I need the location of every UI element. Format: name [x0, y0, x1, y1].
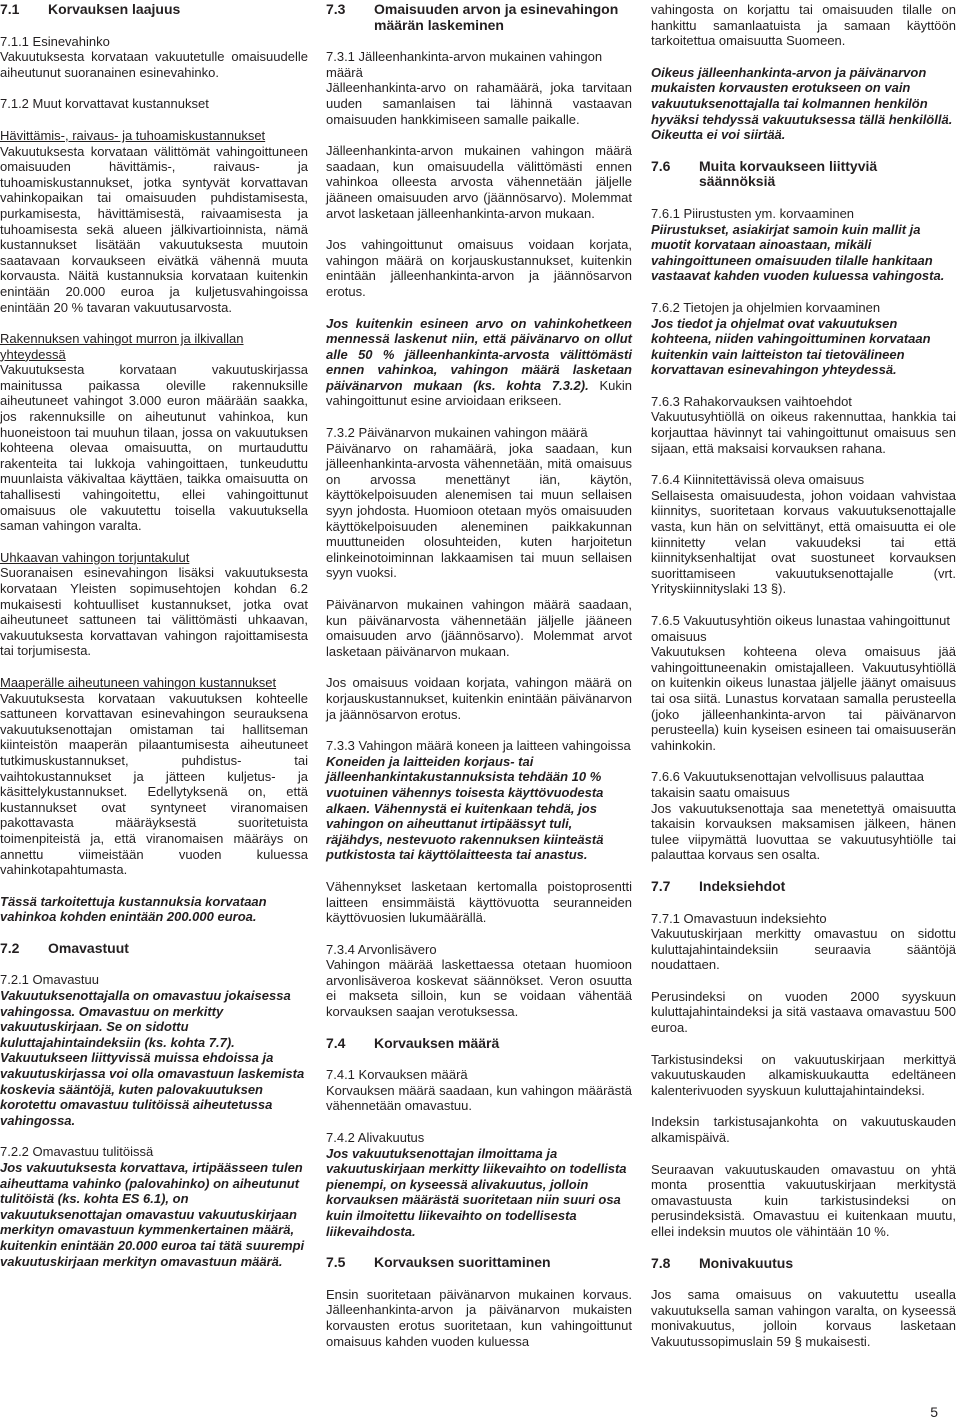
- subsection-7-3-1: [326, 49, 632, 127]
- subsection-7-6-4: [651, 472, 956, 597]
- paragraph: Jälleenhankinta-arvo on rahamäärä, joka tarvitaan uuden samanlaisen tai lähinnä vastaavan omaisuuden hankkimiseen samalle paikalle.: [326, 80, 632, 127]
- subsection-title: 7.6.5 Vakuutusyhtiön oikeus lunastaa vahingoittunut omaisuus: [651, 613, 950, 644]
- paragraph-block: [326, 675, 632, 722]
- subsection-title: 7.4.1 Korvauksen määrä: [326, 1067, 468, 1083]
- subsection-7-4-1: [326, 1067, 632, 1114]
- section-heading-7-6: 7.6 Muita korvaukseen liittyviä säännöksiä: [651, 157, 878, 190]
- paragraph-block: [651, 1162, 956, 1240]
- subsection-7-6-6: [651, 769, 956, 863]
- paragraph: Vakuutuksesta korvataan vakuutetulle omaisuudelle aiheutunut suoranainen esinevahinko.: [0, 49, 308, 80]
- paragraph-block: [326, 879, 632, 926]
- paragraph: Päivänarvo on rahamäärä, joka saadaan, kun jälleenhankinta-arvosta vähennetään, mitä omaisuus on arvossa menettänyt iän, käytön, käyttökelpoisuuden alenemisen tai muun sellaisen syyn johdosta. Huomioon otetaan myös omaisuuden käyttökelpoisuuden aleneminen paikkakunnan muuttuneiden olosuhteiden, kuten harjoitetun elinkeinotoiminnan lakkaamisen tai muun sellaisen syyn vuoksi.: [326, 440, 632, 581]
- emphasis-paragraph: Piirustukset, asiakirjat samoin kuin mallit ja muotit korvataan ainoastaan, mikäli vahingoittuneen omaisuuden tilalle hankitaan vastaavat kahden vuoden kuluessa vahingosta.: [651, 221, 945, 284]
- subsection-7-6-2: [651, 300, 956, 378]
- emphasis-paragraph: Oikeus jälleenhankinta-arvon ja päivänarvon mukaisten korvausten erotukseen on vain vakuutuksenottajalla tai kolmannen henkilön hyväksi tehdyssä vakuutuksessa tällä henkilöllä. Oikeutta ei voi siirtää.: [651, 64, 953, 143]
- subsection-7-7-1: [651, 911, 956, 973]
- section-heading-7-2: 7.2 Omavastuut: [0, 939, 129, 956]
- subsection-title: 7.3.4 Arvonlisävero: [326, 941, 437, 957]
- paragraph: Sellaisesta omaisuudesta, johon voidaan vahvistaa kiinnitys, suoritetaan korvaus vakuutuksenottajalle vasta, kun hän on selvittänyt, että omaisuutta ei ole kiinnitetty velan vakuudeksi tai että kiinnityksenhaltijat ovat suostuneet korvauksen suorittamiseen vakuutuksenottajalle (vrt. Yrityskiinnityslaki 13 §).: [651, 487, 956, 597]
- emphasis-paragraph: Vakuutuksenottajalla on omavastuu jokaisessa vahingossa. Omavastuu on merkitty vakuutuskirjaan. Se on sidottu kuluttajahintaindeksiin (ks. kohta 7.7). Vakuutukseen liittyvissä muissa ehdoissa ja vakuutuskirjassa voi olla omavastuun laskemista koskevia sääntöjä, kuten palovakuutuksen korotettu omavastuu tulitöissä aiheutetussa vahingossa.: [0, 988, 305, 1128]
- block-maaperalle-note: [0, 894, 308, 925]
- paragraph: Ensin suoritetaan päivänarvon mukainen korvaus. Jälleenhankinta-arvon ja päivänarvon mukaisten korvausten erotus suoritetaan, kun vahingoittunut omaisuus kahden vuoden kuluessa: [326, 1286, 632, 1349]
- paragraph-block: [651, 989, 956, 1036]
- subsection-7-6-1: [651, 206, 956, 284]
- subsection-title: 7.4.2 Alivakuutus: [326, 1130, 425, 1146]
- paragraph-block: [651, 2, 956, 49]
- subsection-title: 7.6.2 Tietojen ja ohjelmien korvaaminen: [651, 299, 881, 315]
- column-right: [651, 2, 956, 1366]
- block-uhkaavan-vahingon: [0, 550, 308, 659]
- paragraph-block: [651, 1114, 956, 1145]
- paragraph: [326, 316, 632, 410]
- section-heading-7-5: 7.5 Korvauksen suorittaminen: [326, 1254, 551, 1271]
- column-middle: [326, 2, 632, 1365]
- paragraph: Tarkistusindeksi on vakuutuskirjaan merkittyä vakuutuskauden alkamiskuukautta edeltäneen kalenterivuoden syyskuun kuluttajahintaindeksi.: [651, 1051, 956, 1098]
- section-heading-7-1: 7.1 Korvauksen laajuus: [0, 1, 181, 17]
- paragraph: Vakuutuskirjaan merkitty omavastuu on sidottu kuluttajahintaindeksiin seuraavia sääntöjä noudattaen.: [651, 926, 956, 973]
- underlined-heading: Maaperälle aiheutuneen vahingon kustannukset: [0, 674, 277, 690]
- underlined-heading: Uhkaavan vahingon torjuntakulut: [0, 549, 190, 565]
- paragraph: Vakuutuksesta korvataan vakuutuksen kohteelle sattuneen korvattavan esinevahingon seurauksena vakuutuksenottajan omistaman tai hallitseman kiinteistön maaperän pilaantumisesta aiheutuneet tutkimuskustannukset, puhdistus- tai vaihtokustannukset ja jätteen kuljetus- ja käsittelykustannukset. Edellytyksenä on, että kustannukset ovat syntyneet viranomaisen pakottavasta määräyksestä suoritetuista toimenpiteistä ja, että viranomaisen määräys on annettu viimeistään vuoden kuluessa vahinkotapahtumasta.: [0, 690, 308, 878]
- subsection-title: 7.6.6 Vakuutuksenottajan velvollisuus palauttaa takaisin saatu omaisuus: [651, 769, 924, 800]
- paragraph: Jos sama omaisuus on vakuutettu usealla vakuutuksella saman vahingon varalta, on kyseessä monivakuutus, jolloin korvaus lasketaan Vakuutussopimuslain 59 § mukaisesti.: [651, 1287, 956, 1349]
- subsection-7-3-2: [326, 425, 632, 581]
- column-left: [0, 2, 308, 1285]
- subsection-title: 7.6.3 Rahakorvauksen vaihtoehdot: [651, 393, 852, 409]
- paragraph-block: [326, 316, 632, 410]
- paragraph: Indeksin tarkistusajankohta on vakuutuskauden alkamispäivä.: [651, 1114, 956, 1146]
- paragraph-block: [651, 1052, 956, 1099]
- paragraph: Vahingon määrää laskettaessa otetaan huomioon arvonlisäveroa koskevat säännökset. Veron osuutta ei makseta silloin, kun se voidaan vähentää korvauksen saajan verotuksessa.: [326, 957, 632, 1020]
- subsection-7-3-4: [326, 942, 632, 1020]
- underlined-heading: Rakennuksen vahingot murron ja ilkivallan yhteydessä: [0, 331, 244, 362]
- paragraph: Jälleenhankinta-arvon mukainen vahingon määrä saadaan, kun omaisuudella välittömästi ennen vahinkoa olleesta arvosta vähennetään jäljelle jääneen omaisuuden arvo (jäännösarvo). Molemmat arvot lasketaan jälleenhankinta-arvon mukaan.: [326, 143, 632, 221]
- subsection-title: 7.3.2 Päivänarvon mukainen vahingon määrä: [326, 425, 588, 441]
- paragraph: Vakuutuksesta korvataan välittömät vahingoittuneen omaisuuden hävittämis-, raivaus- ja tuhoamiskustannukset, jotka syntyvät korvattavan vahinkopaikan tai omaisuuden puhdistamisesta, purkamisesta, hävittämisestä, raivaamisesta ja tuhoamisesta sekä alueen jälkivartioinnista, nämä kustannukset lisätään vakuutuksesta muutoin saatavaan korvaukseen eivätkä vähennä muuta korvausta. Näitä kustannuksia korvataan kuitenkin enintään 20.000 euroa ja kuljetusvahingoissa enintään 20 % tavaran vakuutusarvosta.: [0, 143, 308, 315]
- subsection-title: 7.3.1 Jälleenhankinta-arvon mukainen vahingon määrä: [326, 49, 603, 80]
- paragraph: Vähennykset lasketaan kertomalla poistoprosentti laitteen ensimmäistä käyttövuotta seuranneiden käyttövuosien lukumäärällä.: [326, 878, 632, 926]
- emphasis-text: Jos kuitenkin esineen arvo on vahinkohetkeen mennessä laskenut niin, että päivänarvo on ollut alle 50 % jälleenhankinta-arvosta välittömästi ennen vahinkoa, vahingon määrä lasketaan päivänarvon mukaan (ks. kohta 7.3.2).: [326, 315, 632, 393]
- underlined-heading: Hävittämis-, raivaus- ja tuhoamiskustannukset: [0, 127, 266, 143]
- emphasis-paragraph: Jos tiedot ja ohjelmat ovat vakuutuksen kohteena, niiden vahingoittuminen korvataan kuitenkin vain laitteiston tai tietovälineen korvattavan esinevahingon yhteydessä.: [651, 315, 931, 378]
- paragraph: Perusindeksi on vuoden 2000 syyskuun kuluttajahintaindeksi ja sitä vastaava omavastuu 500 euroa.: [651, 988, 956, 1036]
- paragraph-block: [326, 597, 632, 659]
- subsection-7-1-2: [0, 96, 308, 112]
- emphasis-paragraph: Jos vakuutuksesta korvattava, irtipäässeen tulen aiheuttama vahinko (palovahinko) on aiheutunut tulitöistä (ks. kohta ES 6.1), on vakuutuksenottajan omavastuu vakuutuskirjaan merkityn omavastuun kymmenkertainen määrä, kuitenkin enintään 20.000 euroa tai tätä suurempi vakuutuskirjaan merkityn omavastuun määrä.: [0, 1160, 305, 1269]
- section-heading-7-3: 7.3 Omaisuuden arvon ja esinevahingon määrän laskeminen: [326, 1, 619, 33]
- subsection-title: 7.6.1 Piirustusten ym. korvaaminen: [651, 205, 855, 221]
- subsection-title: 7.2.1 Omavastuu: [0, 972, 99, 988]
- subsection-7-6-3: [651, 394, 956, 456]
- paragraph: Suoranaisen esinevahingon lisäksi vakuutuksesta korvataan Yleisten sopimusehtojen kohdan 6.2 mukaisesti kohtuulliset kustannukset, jotka ovat aiheutuneet sattuneen tai välittömästi uhkaavan, vakuutuksesta korvattavan vahingon rajoittamisesta tai torjumisesta.: [0, 565, 308, 659]
- section-heading-7-8: 7.8 Monivakuutus: [651, 1254, 794, 1271]
- subsection-7-3-3: [326, 738, 632, 863]
- plain-text: Kukin vahingoittunut esine arvioidaan erikseen.: [326, 377, 632, 409]
- block-havittamis: [0, 128, 308, 315]
- paragraph: Vakuutuksesta korvataan vakuutuskirjassa mainitussa paikassa oleville rakennuksille aiheutuneet vahingot 3.000 euron määrään saakka, jos rakennuksille on aiheutunut vahinkoa, kun huoneistoon tai muuhun tilaan, jossa on vakuutuksen kohteena olevaa omaisuutta, on murtauduttu rakenteita tai lukkoja vahingoittaen, tunkeuduttu muunlaista väkivaltaa käyttäen, taikka omaisuutta on tahallisesti vahingoitettu, ellei vahingoittunut omaisuus ole vakuutettu toisella vakuutuksella saman vahingon varalta.: [0, 362, 308, 534]
- paragraph-block: [326, 143, 632, 221]
- subsection-title: 7.1.2 Muut korvattavat kustannukset: [0, 96, 209, 112]
- block-rakennuksen-vahingot: [0, 331, 308, 534]
- subsection-7-1-1: [0, 34, 308, 81]
- paragraph-block: [651, 65, 956, 143]
- subsection-7-6-5: [651, 613, 956, 753]
- subsection-title: 7.7.1 Omavastuun indeksiehto: [651, 910, 827, 926]
- subsection-7-2-1: [0, 972, 308, 1128]
- paragraph: Päivänarvon mukainen vahingon määrä saadaan, kun päivänarvosta vähennetään jäljelle jääneen omaisuuden arvo (jäännösarvo). Molemmat arvot lasketaan päivänarvon mukaan.: [326, 597, 632, 659]
- section-heading-7-4: 7.4 Korvauksen määrä: [326, 1034, 500, 1051]
- paragraph: Vakuutusyhtiöllä on oikeus rakennuttaa, hankkia tai korjauttaa hävinnyt tai vahingoittunut omaisuus sen sijaan, että maksaisi korvauksen rahana.: [651, 409, 956, 456]
- subsection-7-2-2: [0, 1144, 308, 1269]
- section-heading-7-7: 7.7 Indeksiehdot: [651, 877, 786, 894]
- paragraph: Korvauksen määrä saadaan, kun vahingon määrästä vähennetään omavastuu.: [326, 1082, 632, 1114]
- paragraph: Seuraavan vakuutuskauden omavastuu on yhtä monta prosenttia vakuutuskirjaan merkitystä omavastuusta kuin tarkistusindeksi on perusindeksistä. Omavastuu ei kuitenkaan muutu, ellei indeksin muutos ole vähintään 10 %.: [651, 1161, 956, 1239]
- paragraph-block: [326, 237, 632, 299]
- subsection-title: 7.1.1 Esinevahinko: [0, 33, 110, 49]
- paragraph: Jos vahingoittunut omaisuus voidaan korjata, vahingon määrä on korjauskustannukset, kuitenkin enintään jälleenhankinta-arvon ja jäännösarvon erotus.: [326, 237, 632, 299]
- subsection-title: 7.2.2 Omavastuu tulitöissä: [0, 1144, 154, 1160]
- emphasis-paragraph: Tässä tarkoitettuja kustannuksia korvataan vahinkoa kohden enintään 200.000 euroa.: [0, 893, 267, 925]
- subsection-title: 7.6.4 Kiinnitettävissä oleva omaisuus: [651, 472, 865, 488]
- subsection-title: 7.3.3 Vahingon määrä koneen ja laitteen vahingoissa: [326, 738, 631, 754]
- emphasis-paragraph: Koneiden ja laitteiden korjaus- tai jälleenhankintakustannuksista tehdään 10 % vuotuinen vähennys toisesta käyttövuodesta alkaen. Vähennystä ei kuitenkaan tehdä, jos vahingon on aiheuttanut irtipäässyt tuli, räjähdys, nestevuoto rakennuksen kiinteästä putkistosta tai käyttölaitteesta tai anastus.: [326, 753, 604, 863]
- paragraph-block: [651, 1287, 956, 1349]
- paragraph-block: [326, 1287, 632, 1349]
- page-number: 5: [930, 1404, 938, 1420]
- block-maaperalle: [0, 675, 308, 878]
- paragraph: Vakuutuksen kohteena oleva omaisuus jää vahingoittuneenakin omistajalleen. Vakuutusyhtiöllä on kuitenkin oikeus lunastaa jäljelle jäänyt omaisuus tai osa siitä. Lunastus korvataan samalla perusteella (joko jälleenhankinta-arvon tai päivänarvon perusteella) kuin kyseisen esineen tai omaisuuserän vahinkokin.: [651, 644, 956, 753]
- paragraph: Jos omaisuus voidaan korjata, vahingon määrä on korjauskustannukset, kuitenkin enintään päivänarvon ja jäännösarvon erotus.: [326, 675, 632, 722]
- subsection-7-4-2: [326, 1130, 632, 1239]
- emphasis-paragraph: Jos vakuutuksenottajan ilmoittama ja vakuutuskirjaan merkitty liikevaihto on todellista pienempi, on kyseessä alivakuutus, jolloin korvauksen määrästä suoritetaan niin suuri osa kuin ilmoitettu liikevaihto on todellisesta liikevaihdosta.: [326, 1145, 627, 1239]
- paragraph: Jos vakuutuksenottaja saa menetettyä omaisuutta takaisin korvauksen maksamisen jälkeen, hänen tulee viipymättä luovuttaa se vakuutusyhtiölle tai palauttaa korvaus sen osalta.: [651, 800, 956, 863]
- paragraph: vahingosta on korjattu tai omaisuuden tilalle on hankittu samanlaatuista ja samaan käyttöön tarkoitettua omaisuutta Suomeen.: [651, 2, 956, 49]
